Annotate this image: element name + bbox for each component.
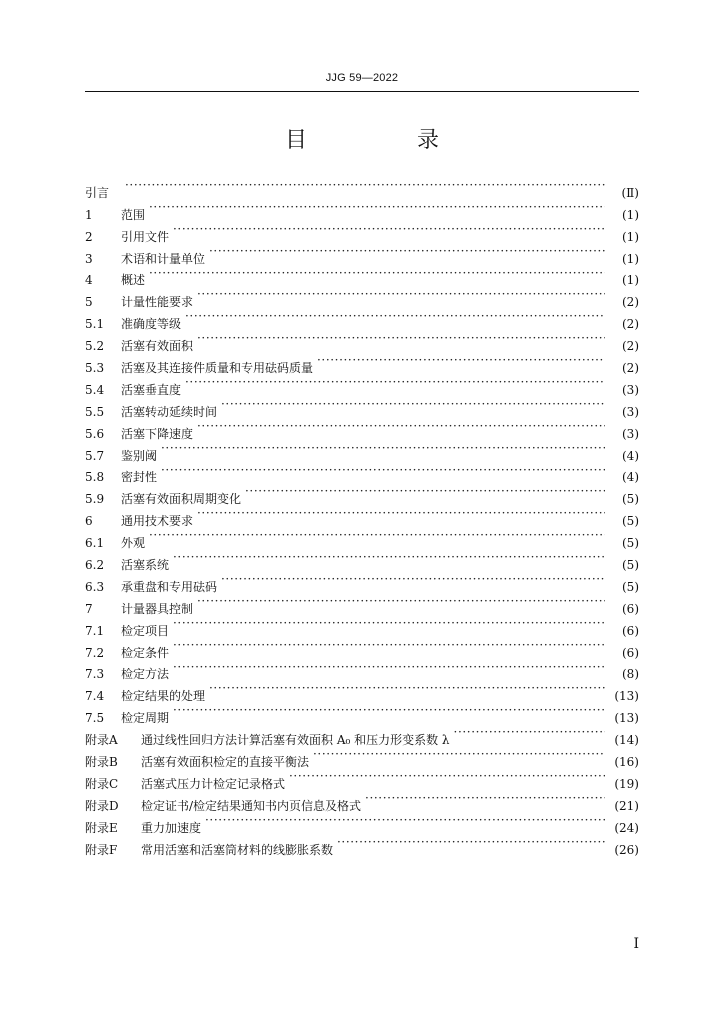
toc-entry-number: 7.2 (85, 645, 105, 660)
toc-entry-page: (14) (614, 733, 639, 748)
toc-entry-page: (24) (614, 820, 639, 835)
toc-entry-title: 检定证书/检定结果通知书内页信息及格式 (141, 798, 362, 813)
toc-entry[interactable] (85, 263, 639, 288)
toc-dot-leader (149, 263, 605, 285)
toc-dot-leader (161, 438, 605, 460)
toc-dot-leader (185, 306, 605, 328)
header-rule (85, 91, 639, 92)
toc-entry-title: 承重盘和专用砝码 (121, 579, 218, 594)
page-number: I (633, 936, 639, 952)
toc-dot-leader (221, 394, 605, 416)
toc-entry-title: 术语和计量单位 (121, 251, 206, 266)
toc-entry-title: 准确度等级 (121, 317, 182, 332)
toc-entry-page: (1) (622, 273, 639, 288)
toc-entry-title: 重力加速度 (141, 820, 202, 835)
toc-entry-title: 密封性 (121, 470, 158, 485)
toc-entry-number: 7.4 (85, 689, 105, 704)
toc-dot-leader (197, 591, 605, 613)
toc-entry-title: 活塞有效面积周期变化 (121, 492, 242, 507)
toc-dot-leader (149, 525, 605, 547)
toc-entry-title: 活塞及其连接件质量和专用砝码质量 (121, 361, 314, 376)
toc-entry-page: (5) (622, 579, 639, 594)
toc-entry-page: (3) (622, 382, 639, 397)
toc-entry-page: (13) (614, 711, 639, 726)
toc-dot-leader (337, 832, 605, 854)
toc-entry[interactable] (85, 438, 639, 463)
toc-entry-title: 计量性能要求 (121, 295, 194, 310)
toc-entry-number: 6 (85, 514, 93, 529)
toc-entry-number: 7.1 (85, 623, 105, 638)
toc-dot-leader (173, 219, 605, 241)
toc-dot-leader (197, 328, 605, 350)
toc-entry-number: 5.9 (85, 492, 105, 507)
toc-entry-number: 6.2 (85, 558, 105, 573)
toc-entry[interactable] (85, 175, 639, 200)
toc-entry-page: (1) (622, 251, 639, 266)
toc-title: 目 录 (284, 128, 483, 153)
toc-entry-page: (19) (614, 776, 639, 791)
toc-dot-leader (454, 722, 605, 744)
toc-dot-leader (365, 788, 605, 810)
toc-entry-number: 引言 (85, 185, 110, 200)
toc-entry-page: (16) (614, 755, 639, 770)
toc-dot-leader (185, 372, 605, 394)
toc-entry[interactable] (85, 460, 639, 485)
toc-entry-number: 5.8 (85, 470, 105, 485)
toc-entry[interactable] (85, 481, 639, 507)
toc-entry[interactable] (85, 284, 639, 310)
toc-entry-number: 附录D (85, 798, 119, 813)
toc-dot-leader (317, 350, 605, 372)
running-header: JJG 59—2022 (325, 72, 399, 84)
toc-dot-leader (161, 460, 605, 482)
toc-entry[interactable] (85, 219, 639, 244)
toc-dot-leader (197, 416, 605, 438)
toc-entry-title: 检定周期 (121, 711, 170, 726)
toc-entry-number: 5.1 (85, 317, 105, 332)
toc-dot-leader (197, 503, 605, 525)
toc-entry-number: 7.3 (85, 667, 105, 682)
toc-entry-number: 5.5 (85, 404, 105, 419)
toc-dot-leader (313, 744, 605, 766)
toc-entry-page: (6) (622, 645, 639, 660)
toc-entry-title: 活塞系统 (121, 558, 170, 573)
toc-entry-title: 活塞垂直度 (121, 382, 182, 397)
toc-entry-number: 附录A (85, 733, 118, 748)
toc-entry-title: 活塞式压力计检定记录格式 (141, 776, 286, 791)
toc-entry-title: 计量器具控制 (121, 601, 194, 616)
toc-dot-leader (173, 613, 605, 635)
toc-entry-title: 活塞下降速度 (121, 426, 194, 441)
toc-entry-title: 概述 (121, 273, 146, 288)
toc-dot-leader (197, 284, 605, 306)
toc-entry-page: (2) (622, 317, 639, 332)
toc-entry-number: 3 (85, 251, 93, 266)
toc-entry-number: 7 (85, 601, 93, 616)
toc-entry-page: (5) (622, 492, 639, 507)
toc-entry-page: (8) (622, 667, 639, 682)
toc-entry-title: 范围 (121, 207, 146, 222)
toc-entry[interactable] (85, 525, 639, 551)
toc-entry-page: (21) (614, 798, 639, 813)
table-of-contents (85, 175, 639, 857)
toc-entry-page: (1) (622, 229, 639, 244)
toc-entry-page: (5) (622, 558, 639, 573)
toc-entry-title: 活塞转动延续时间 (121, 404, 218, 419)
toc-entry-title: 鉴别阈 (121, 448, 158, 463)
toc-entry-page: (Ⅱ) (621, 185, 639, 200)
toc-dot-leader (245, 481, 605, 503)
toc-dot-leader (289, 766, 605, 788)
toc-entry-number: 5 (85, 295, 93, 310)
toc-entry[interactable] (85, 547, 639, 573)
toc-entry-number: 7.5 (85, 711, 105, 726)
toc-dot-leader (173, 547, 605, 569)
toc-entry-title: 检定方法 (121, 667, 170, 682)
toc-entry-number: 1 (85, 207, 93, 222)
toc-entry-page: (2) (622, 361, 639, 376)
toc-entry-number: 2 (85, 229, 93, 244)
toc-entry-title: 通过线性回归方法计算活塞有效面积 A₀ 和压力形变系数 λ (141, 733, 450, 748)
toc-entry-page: (13) (614, 689, 639, 704)
toc-dot-leader (173, 700, 605, 722)
toc-dot-leader (221, 569, 605, 591)
toc-entry-title: 引用文件 (121, 229, 170, 244)
toc-entry-page: (2) (622, 339, 639, 354)
toc-entry-number: 附录F (85, 842, 118, 857)
toc-entry-number: 5.3 (85, 361, 105, 376)
toc-dot-leader (173, 635, 605, 657)
toc-entry-number: 5.6 (85, 426, 105, 441)
toc-dot-leader (205, 810, 605, 832)
toc-entry-page: (5) (622, 514, 639, 529)
toc-entry-page: (5) (622, 536, 639, 551)
toc-dot-leader (149, 197, 605, 219)
toc-entry-page: (3) (622, 426, 639, 441)
toc-entry-page: (1) (622, 207, 639, 222)
toc-entry-number: 附录B (85, 755, 118, 770)
toc-entry-number: 5.2 (85, 339, 105, 354)
toc-entry-title: 检定项目 (121, 623, 170, 638)
toc-entry-title: 活塞有效面积检定的直接平衡法 (141, 755, 310, 770)
toc-entry-number: 5.7 (85, 448, 105, 463)
toc-entry-page: (4) (622, 470, 639, 485)
toc-entry-title: 活塞有效面积 (121, 339, 194, 354)
toc-entry-page: (6) (622, 623, 639, 638)
toc-entry-page: (3) (622, 404, 639, 419)
toc-entry-number: 附录C (85, 776, 119, 791)
toc-entry-title: 检定结果的处理 (121, 689, 206, 704)
toc-entry[interactable] (85, 197, 639, 222)
toc-entry-page: (4) (622, 448, 639, 463)
toc-entry-number: 6.1 (85, 536, 105, 551)
toc-entry-title: 通用技术要求 (121, 514, 194, 529)
toc-entry-number: 5.4 (85, 382, 105, 397)
toc-dot-leader (209, 678, 605, 700)
toc-entry-title: 检定条件 (121, 645, 170, 660)
toc-entry-number: 6.3 (85, 579, 105, 594)
toc-dot-leader (209, 241, 605, 263)
toc-entry-title: 外观 (121, 536, 146, 551)
toc-entry-number: 附录E (85, 820, 118, 835)
toc-entry-page: (2) (622, 295, 639, 310)
toc-dot-leader (125, 175, 605, 197)
toc-entry-title: 常用活塞和活塞筒材料的线膨胀系数 (141, 842, 334, 857)
toc-entry-page: (6) (622, 601, 639, 616)
toc-dot-leader (173, 657, 605, 679)
toc-entry-page: (26) (614, 842, 639, 857)
toc-entry-number: 4 (85, 273, 93, 288)
